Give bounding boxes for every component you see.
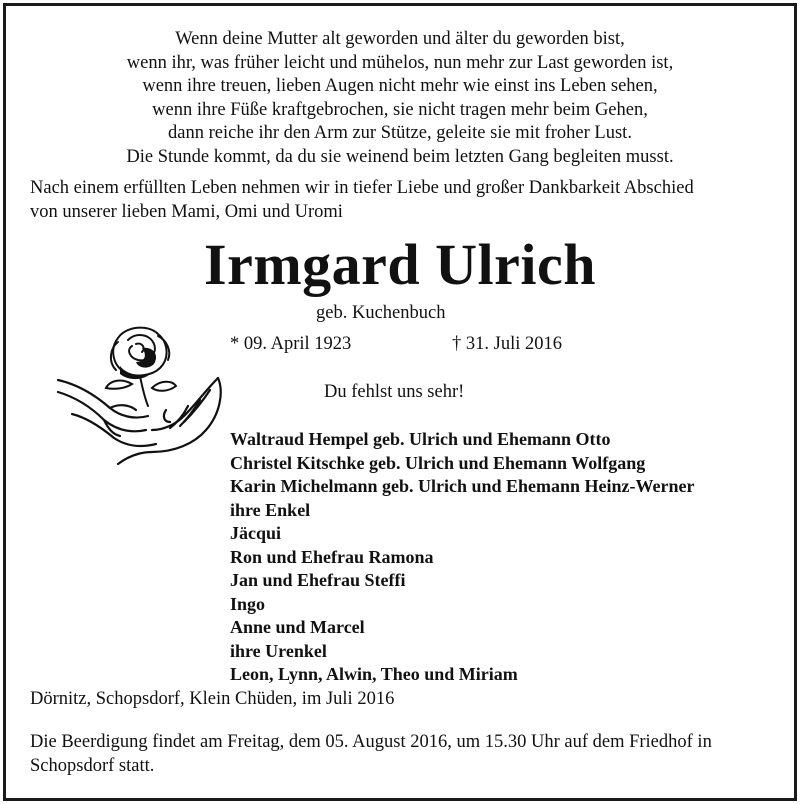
- maiden-name: geb. Kuchenbuch: [316, 303, 446, 323]
- mourner-line: Leon, Lynn, Alwin, Theo und Miriam: [230, 664, 518, 684]
- intro-line: von unserer lieben Mami, Omi und Uromi: [30, 201, 343, 222]
- poem-line: Wenn deine Mutter alt geworden und älter du geworden bist,: [175, 29, 625, 49]
- poem: [0, 28, 800, 169]
- mourner-line: Ron und Ehefrau Ramona: [230, 546, 434, 567]
- poem-line: dann reiche ihr den Arm zur Stütze, geleite sie mit froher Lust.: [168, 123, 632, 143]
- funeral-line: Die Beerdigung findet am Freitag, dem 05. August 2016, um 15.30 Uhr auf dem Friedhof in: [30, 732, 712, 752]
- place-and-date: Dörnitz, Schopsdorf, Klein Chüden, im Juli 2016: [30, 689, 395, 709]
- mourner-line: Karin Michelmann geb. Ulrich und Ehemann Heinz-Werner: [230, 476, 695, 496]
- deceased-name: Irmgard Ulrich: [204, 232, 596, 297]
- poem-line: wenn ihr, was früher leicht und mühelos, nun mehr zur Last geworden ist,: [126, 52, 674, 73]
- mourner-line: Anne und Marcel: [230, 617, 365, 637]
- mourner-line: ihre Urenkel: [230, 640, 327, 661]
- mourner-line: Christel Kitschke geb. Ulrich und Ehemann Wolfgang: [230, 452, 646, 473]
- poem-line: wenn ihre Füße kraftgebrochen, sie nicht tragen mehr beim Gehen,: [152, 99, 648, 120]
- funeral-line: Schopsdorf statt.: [30, 755, 155, 776]
- intro-text: [30, 177, 780, 224]
- birth-date: * 09. April 1923: [230, 334, 352, 354]
- funeral-notice: [30, 731, 780, 778]
- intro-line: Nach einem erfüllten Leben nehmen wir in tiefer Liebe und großer Dankbarkeit Abschied: [30, 178, 694, 198]
- hands-holding-rose-icon: [48, 318, 228, 468]
- mourner-line: Jäcqui: [230, 523, 282, 543]
- mourner-line: ihre Enkel: [230, 499, 311, 520]
- death-date: † 31. Juli 2016: [452, 334, 562, 354]
- mourner-line: Ingo: [230, 593, 266, 614]
- poem-line: Die Stunde kommt, da du sie weinend beim letzten Gang begleiten musst.: [126, 146, 674, 167]
- poem-line: wenn ihre treuen, lieben Augen nicht mehr wie einst ins Leben sehen,: [142, 76, 658, 96]
- mourner-line: Waltraud Hempel geb. Ulrich und Ehemann Otto: [230, 429, 611, 449]
- farewell-message: Du fehlst uns sehr!: [324, 382, 465, 402]
- mourner-line: Jan und Ehefrau Steffi: [230, 570, 406, 590]
- mourners-list: [230, 428, 695, 687]
